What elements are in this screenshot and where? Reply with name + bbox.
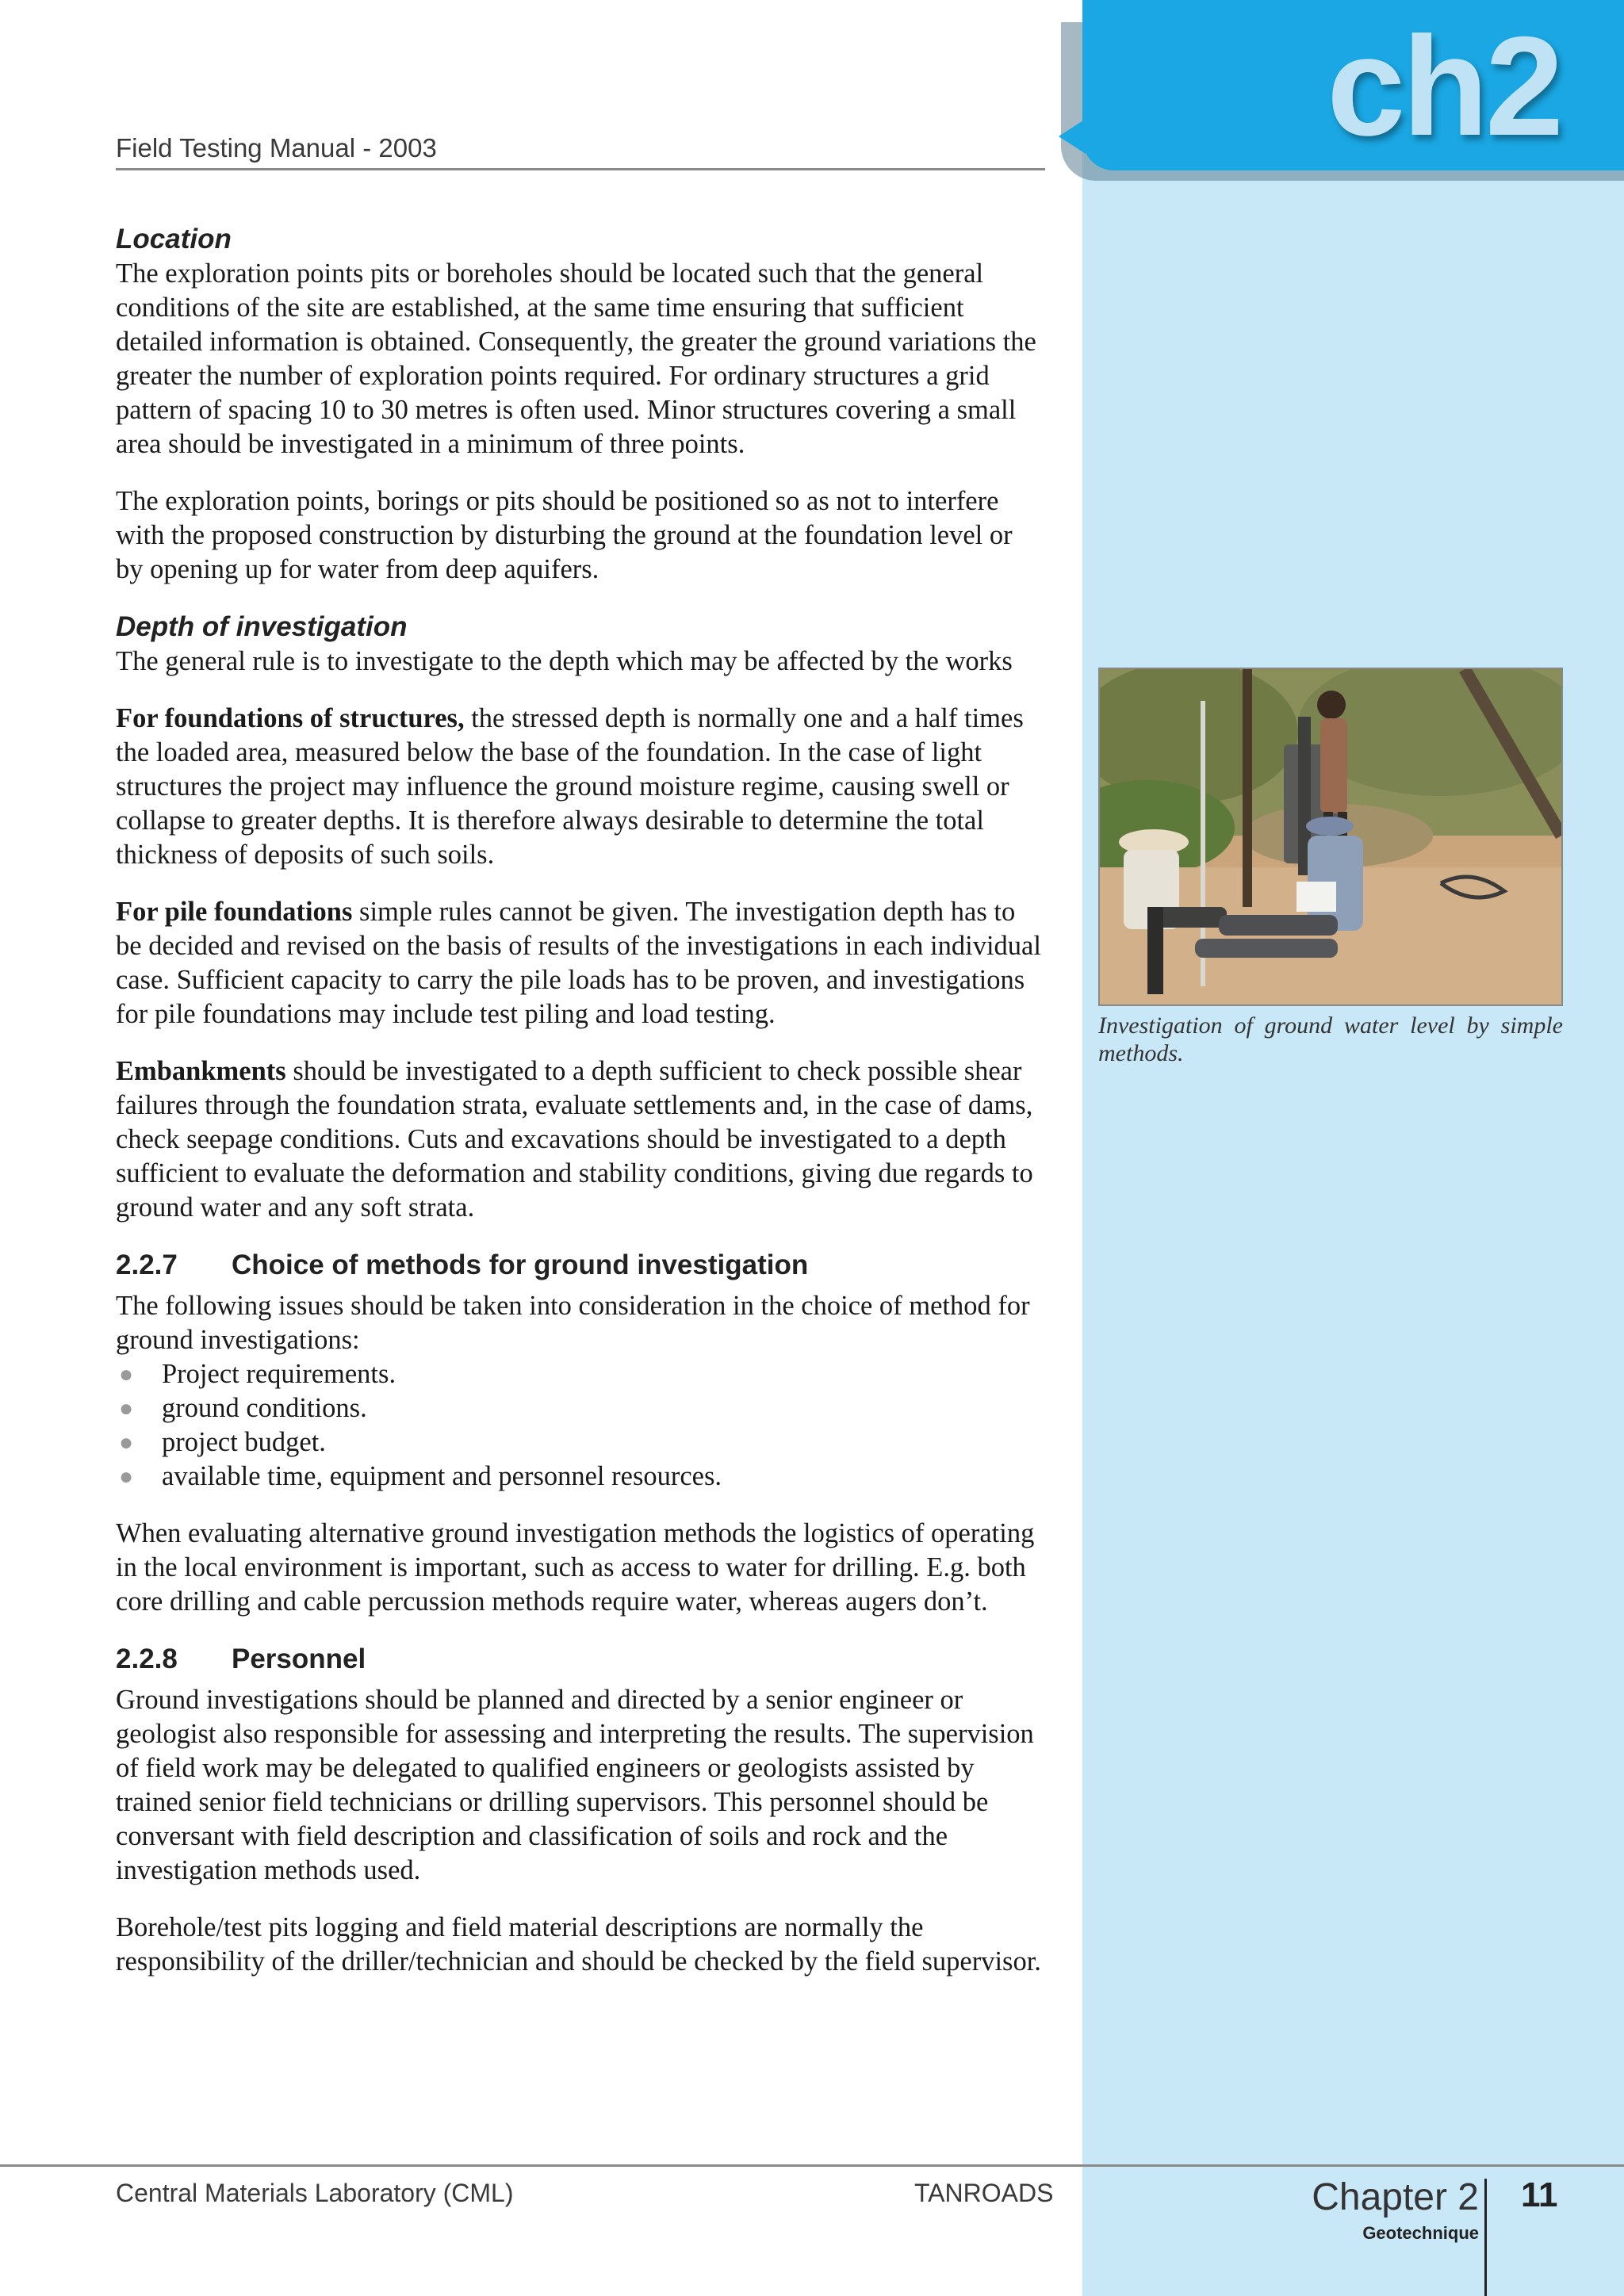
section-228-title: Personnel	[232, 1644, 366, 1674]
chapter-tag: ch2	[1327, 7, 1561, 165]
list-item	[116, 1357, 1045, 1391]
bullet-icon: ●	[119, 1395, 134, 1422]
embankments-lead: Embankments	[116, 1056, 286, 1086]
section-228-paragraph-1: Ground investigations should be planned and directed by a senior engineer or geologist also responsible for assessing and interpreting the results. The supervision of field work may be delegated to qualified engineers or geologists assisted by trained senior field technicians or drilling supervisors. This personnel should be conversant with field description and classification of soils and rock and the investigation methods used.	[116, 1685, 1034, 1885]
page-number: 11	[1521, 2175, 1558, 2214]
footer-vertical-divider	[1484, 2179, 1487, 2296]
footer-chapter-subtitle: Geotechnique	[1362, 2223, 1479, 2243]
list-item-text: ground conditions.	[162, 1393, 367, 1423]
header-divider	[116, 168, 1045, 170]
pile-paragraph	[116, 895, 1045, 1031]
footer-divider	[0, 2164, 1624, 2167]
section-227-paragraph-2: When evaluating alternative ground investigation methods the logistics of operating in the local environment is important, such as access to water for drilling. E.g. both core drilling and cable percussion methods require water, whereas augers don’t.	[116, 1518, 1035, 1617]
pile-lead: For pile foundations	[116, 897, 353, 927]
list-item	[116, 1425, 1045, 1460]
methods-bullet-list	[116, 1357, 1045, 1494]
section-227-heading	[116, 1248, 1045, 1283]
embankments-paragraph	[116, 1054, 1045, 1225]
structures-lead: For foundations of structures,	[116, 703, 465, 733]
footer-organization: Central Materials Laboratory (CML)	[116, 2179, 514, 2207]
chapter-tab	[1082, 0, 1624, 170]
section-227-title: Choice of methods for ground investigation	[232, 1249, 809, 1280]
embankments-text: should be investigated to a depth sufficient to check possible shear failures through the foundation strata, evaluate settlements and, in the case of dams, check seepage conditions. Cuts and excavations should be investigated to a depth sufficient to evaluate the deformation and stability conditions, giving due regards to ground water and any soft strata.	[116, 1056, 1033, 1223]
section-228-heading	[116, 1642, 1045, 1677]
section-227-intro: The following issues should be taken into consideration in the choice of method for ground investigations:	[116, 1291, 1030, 1355]
section-227-number: 2.2.7	[116, 1249, 178, 1280]
list-item	[116, 1391, 1045, 1425]
depth-intro: The general rule is to investigate to the depth which may be affected by the works	[116, 646, 1013, 676]
footer-chapter: Chapter 2	[1312, 2176, 1479, 2218]
running-head: Field Testing Manual - 2003	[116, 133, 437, 163]
bullet-icon: ●	[119, 1361, 134, 1387]
main-content	[116, 222, 1045, 2002]
footer-agency: TANROADS	[914, 2179, 1054, 2207]
bullet-icon: ●	[119, 1429, 134, 1456]
chapter-tab-notch	[1059, 119, 1086, 154]
section-228-number: 2.2.8	[116, 1644, 178, 1674]
sidebar-panel	[1082, 0, 1624, 2296]
structures-text: the stressed depth is normally one and a half times the loaded area, measured below the base of the foundation. In the case of light structures the project may influence the ground moisture regime, causing swell or collapse to greater depths. It is therefore always desirable to determine the total thickness of deposits of such soils.	[116, 703, 1024, 870]
depth-heading: Depth of investigation	[116, 611, 408, 642]
location-heading: Location	[116, 224, 232, 254]
location-paragraph-1: The exploration points pits or boreholes should be located such that the general conditions of the site are established, at the same time ensuring that sufficient detailed information is obtained. Consequently, the greater the ground variations the greater the number of exploration points required. For ordinary structures a grid pattern of spacing 10 to 30 metres is often used. Minor structures covering a small area should be investigated in a minimum of three points.	[116, 258, 1036, 459]
field-photo	[1098, 668, 1563, 1006]
list-item-text: available time, equipment and personnel resources.	[162, 1461, 722, 1491]
list-item	[116, 1460, 1045, 1494]
location-paragraph-2: The exploration points, borings or pits should be positioned so as not to interfere with the proposed construction by disturbing the ground at the foundation level or by opening up for water from deep aquifers.	[116, 486, 1013, 584]
section-228-paragraph-2: Borehole/test pits logging and field material descriptions are normally the responsibility of the driller/technician and should be checked by the field supervisor.	[116, 1912, 1041, 1976]
list-item-text: project budget.	[162, 1427, 326, 1457]
figure-caption: Investigation of ground water level by simple methods.	[1098, 1012, 1563, 1066]
list-item-text: Project requirements.	[162, 1359, 396, 1389]
structures-paragraph	[116, 702, 1045, 872]
bullet-icon: ●	[119, 1464, 134, 1490]
pile-text: simple rules cannot be given. The investigation depth has to be decided and revised on the basis of results of the investigations in each individual case. Sufficient capacity to carry the pile loads has to be proven, and investigations for pile foundations may include test piling and load testing.	[116, 897, 1041, 1029]
